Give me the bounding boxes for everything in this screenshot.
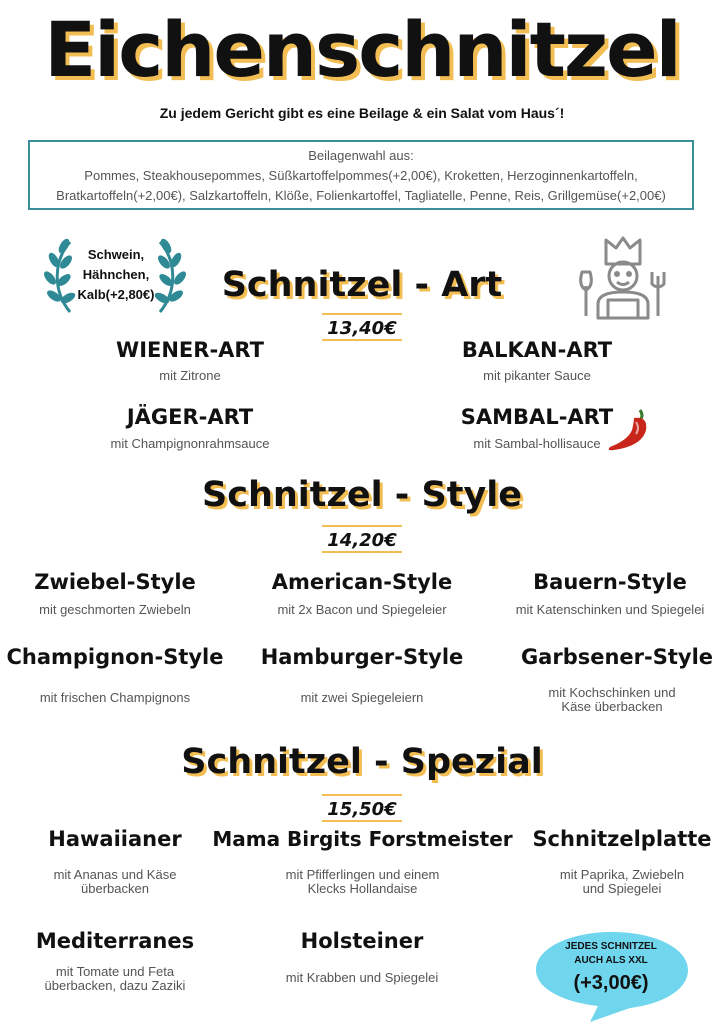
dish-name: American-Style — [271, 570, 453, 594]
dish-name: Mama Birgits Forstmeister — [212, 827, 513, 851]
page-subtitle: Zu jedem Gericht gibt es eine Beilage & ein Salat vom Haus´! — [159, 105, 565, 121]
dish-desc-line: und Spiegelei — [582, 881, 662, 896]
dish-desc: mit pikanter Sauce — [483, 368, 591, 383]
dish-desc: mit Zitrone — [159, 368, 221, 383]
dish-name: Schnitzelplatte — [532, 827, 712, 851]
dish-name: Zwiebel-Style — [34, 570, 196, 594]
beilagen-line-1: Pommes, Steakhousepommes, Süßkartoffelpommes(+2,00€), Kroketten, Herzoginnenkartoffeln, — [84, 168, 638, 183]
dish-name: SAMBAL-ART — [460, 405, 614, 429]
dish-desc-line: mit Ananas und Käse — [53, 867, 177, 882]
price-spezial: 15,50€ — [322, 794, 402, 822]
price-style: 14,20€ — [322, 525, 402, 553]
dish-desc: mit geschmorten Zwiebeln — [39, 602, 191, 617]
dish-desc: mit Krabben und Spiegelei — [285, 970, 439, 985]
dish-name: Champignon-Style — [6, 645, 224, 669]
dish-desc-line: Käse überbacken — [561, 699, 663, 714]
beilagen-line-2: Bratkartoffeln(+2,00€), Salzkartoffeln, Klöße, Folienkartoffel, Tagliatelle, Penne, Reis, Grillgemüse(+2,00€) — [56, 188, 666, 203]
dish-desc — [512, 686, 712, 714]
dish-desc-line: mit Paprika, Zwiebeln — [559, 867, 685, 882]
section-title-art: Schnitzel - Art — [221, 265, 503, 305]
meat-option-1: Schwein, — [87, 247, 145, 262]
xxl-line-1: JEDES SCHNITZEL — [565, 941, 657, 952]
xxl-offer — [540, 940, 682, 998]
dish-desc: mit Katenschinken und Spiegelei — [515, 602, 705, 617]
price-art: 13,40€ — [322, 313, 402, 341]
dish-name: JÄGER-ART — [126, 405, 254, 429]
chili-icon — [604, 402, 652, 454]
dish-desc-line: Klecks Hollandaise — [307, 881, 418, 896]
section-title-style: Schnitzel - Style — [201, 475, 522, 515]
dish-name: WIENER-ART — [116, 338, 264, 362]
xxl-price: (+3,00€) — [573, 972, 649, 994]
dish-desc — [15, 965, 215, 993]
meat-option-3: Kalb(+2,80€) — [77, 287, 155, 302]
page-title: Eichenschnitzel — [44, 5, 680, 94]
dish-desc: mit frischen Champignons — [39, 690, 191, 705]
dish-desc: mit 2x Bacon und Spiegeleier — [277, 602, 447, 617]
dish-name: Hawaiianer — [48, 827, 182, 851]
dish-desc: mit Sambal-hollisauce — [473, 436, 601, 451]
dish-desc — [522, 868, 722, 896]
dish-desc: mit zwei Spiegeleiern — [300, 690, 424, 705]
dish-desc: mit Champignonrahmsauce — [110, 436, 270, 451]
section-title-spezial: Schnitzel - Spezial — [181, 742, 543, 782]
dish-name: Hamburger-Style — [260, 645, 464, 669]
dish-desc-line: mit Tomate und Feta — [55, 964, 175, 979]
beilagen-box — [28, 140, 694, 210]
dish-desc-line: überbacken, dazu Zaziki — [44, 978, 186, 993]
dish-desc-line: überbacken — [81, 881, 149, 896]
dish-desc-line: mit Kochschinken und — [548, 685, 676, 700]
dish-name: Bauern-Style — [533, 570, 687, 594]
meat-option-2: Hähnchen, — [82, 267, 150, 282]
beilagen-heading: Beilagenwahl aus: — [308, 148, 414, 163]
dish-desc — [230, 868, 495, 896]
xxl-line-2: AUCH ALS XXL — [574, 955, 648, 966]
dish-name: Holsteiner — [300, 929, 424, 953]
dish-name: Garbsener-Style — [520, 645, 714, 669]
dish-desc — [15, 868, 215, 896]
dish-name: Mediterranes — [35, 929, 195, 953]
dish-desc-line: mit Pfifferlingen und einem — [285, 867, 440, 882]
dish-name: BALKAN-ART — [461, 338, 613, 362]
